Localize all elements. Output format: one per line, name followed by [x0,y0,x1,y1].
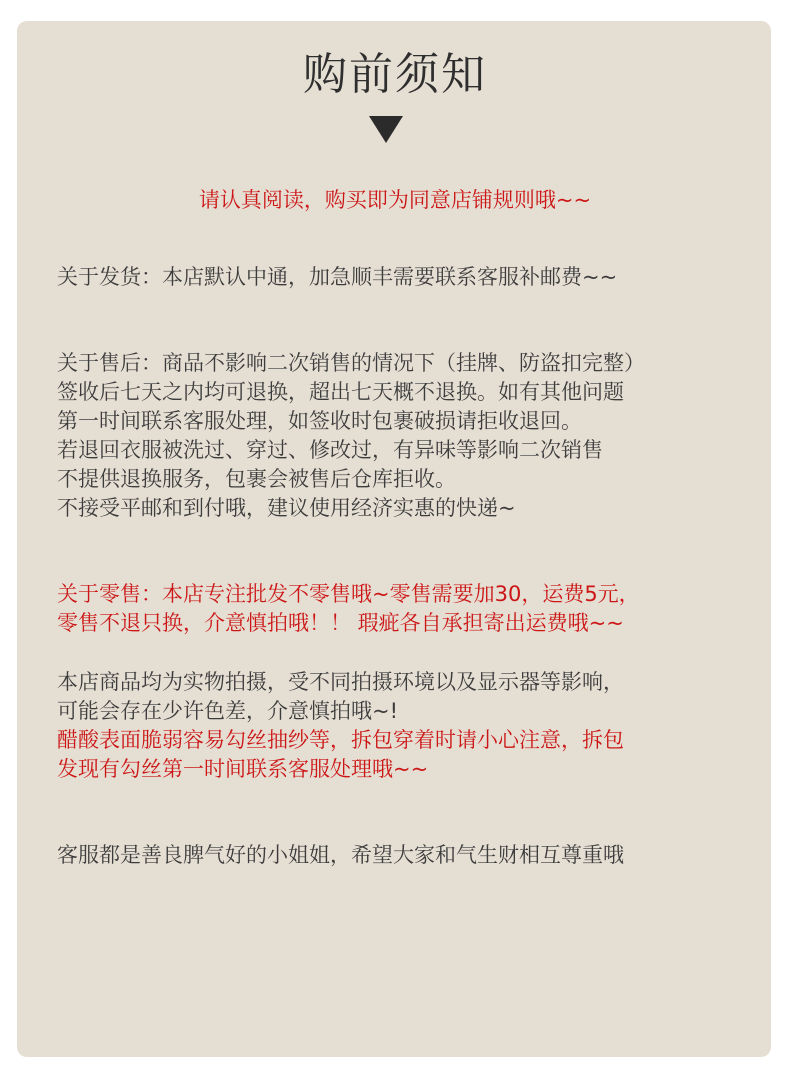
fabric-warning-line-2: 发现有勾丝第一时间联系客服处理哦~~ [57,757,429,781]
closing-note: 客服都是善良脾气好的小姐姐，希望大家和气生财相互尊重哦 [57,843,624,867]
triangle-down-icon [369,116,403,143]
after-sales-line-2: 签收后七天之内均可退换，超出七天概不退换。如有其他问题 [57,380,624,404]
after-sales-line-6: 不接受平邮和到付哦，建议使用经济实惠的快递~ [57,496,516,520]
retail-policy-line-2: 零售不退只换，介意慎拍哦！！ 瑕疵各自承担寄出运费哦~~ [57,611,624,635]
after-sales-line-3: 第一时间联系客服处理，如签收时包裹破损请拒收退回。 [57,409,582,433]
notice-card [17,21,771,1057]
after-sales-line-4: 若退回衣服被洗过、穿过、修改过，有异味等影响二次销售 [57,438,603,462]
read-notice: 请认真阅读，购买即为同意店铺规则哦~~ [198,188,592,212]
page-title: 购前须知 [303,49,487,100]
shipping-policy: 关于发货：本店默认中通，加急顺丰需要联系客服补邮费~~ [57,265,618,289]
after-sales-line-1: 关于售后：商品不影响二次销售的情况下（挂牌、防盗扣完整） [57,351,645,375]
fabric-warning-line-1: 醋酸表面脆弱容易勾丝抽纱等，拆包穿着时请小心注意，拆包 [57,728,624,752]
after-sales-line-5: 不提供退换服务，包裹会被售后仓库拒收。 [57,467,456,491]
photo-disclaimer-line-1: 本店商品均为实物拍摄，受不同拍摄环境以及显示器等影响， [57,670,624,694]
retail-policy-line-1: 关于零售：本店专注批发不零售哦~零售需要加30，运费5元， [57,582,640,606]
photo-disclaimer-line-2: 可能会存在少许色差，介意慎拍哦~! [57,699,399,723]
